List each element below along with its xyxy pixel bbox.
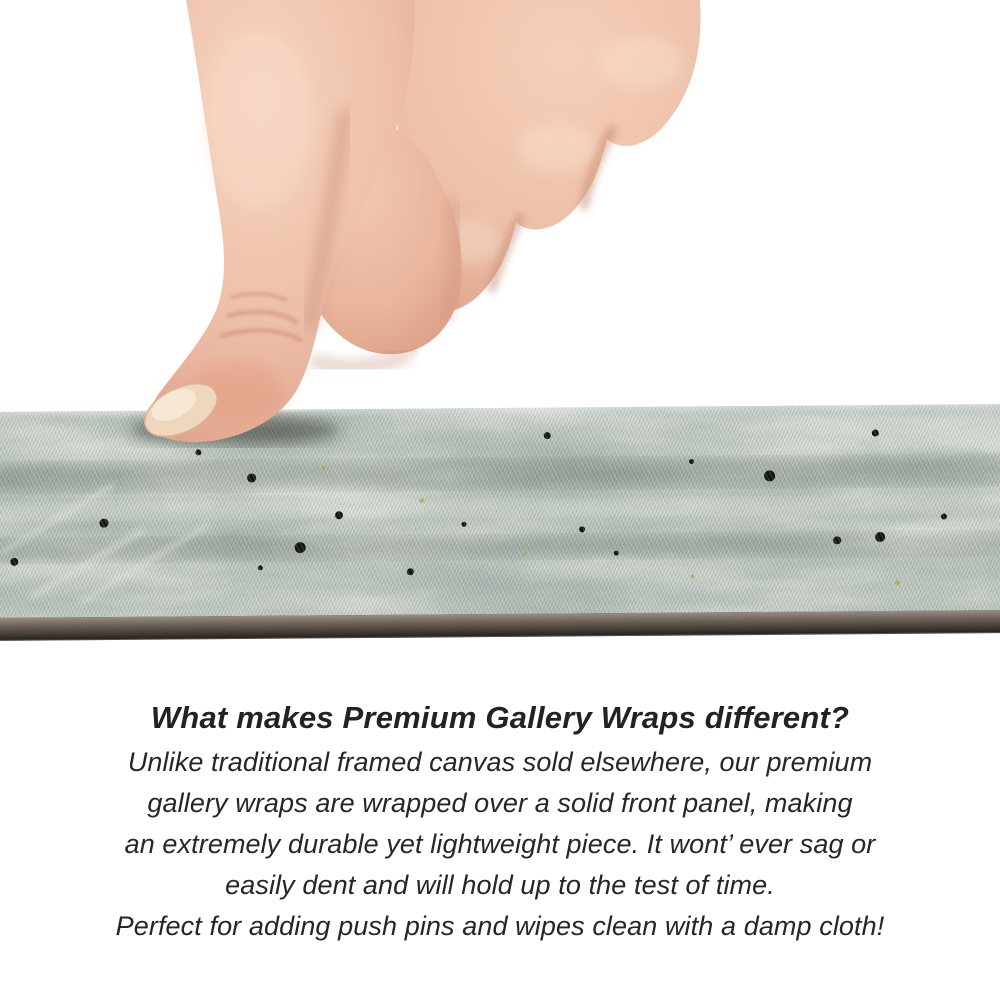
copy-heading: What makes Premium Gallery Wraps different? xyxy=(150,700,850,735)
copy-line-5: Perfect for adding push pins and wipes clean with a damp cloth! xyxy=(115,911,885,941)
copy-line-3: an extremely durable yet lightweight piece. It wont’ ever sag or xyxy=(124,829,876,859)
copy-block xyxy=(0,700,1000,947)
copy-line-2: gallery wraps are wrapped over a solid front panel, making xyxy=(147,788,853,818)
copy-line-4: easily dent and will hold up to the test of time. xyxy=(225,870,775,900)
hand-photo xyxy=(0,0,1000,470)
copy-line-1: Unlike traditional framed canvas sold elsewhere, our premium xyxy=(127,747,873,777)
